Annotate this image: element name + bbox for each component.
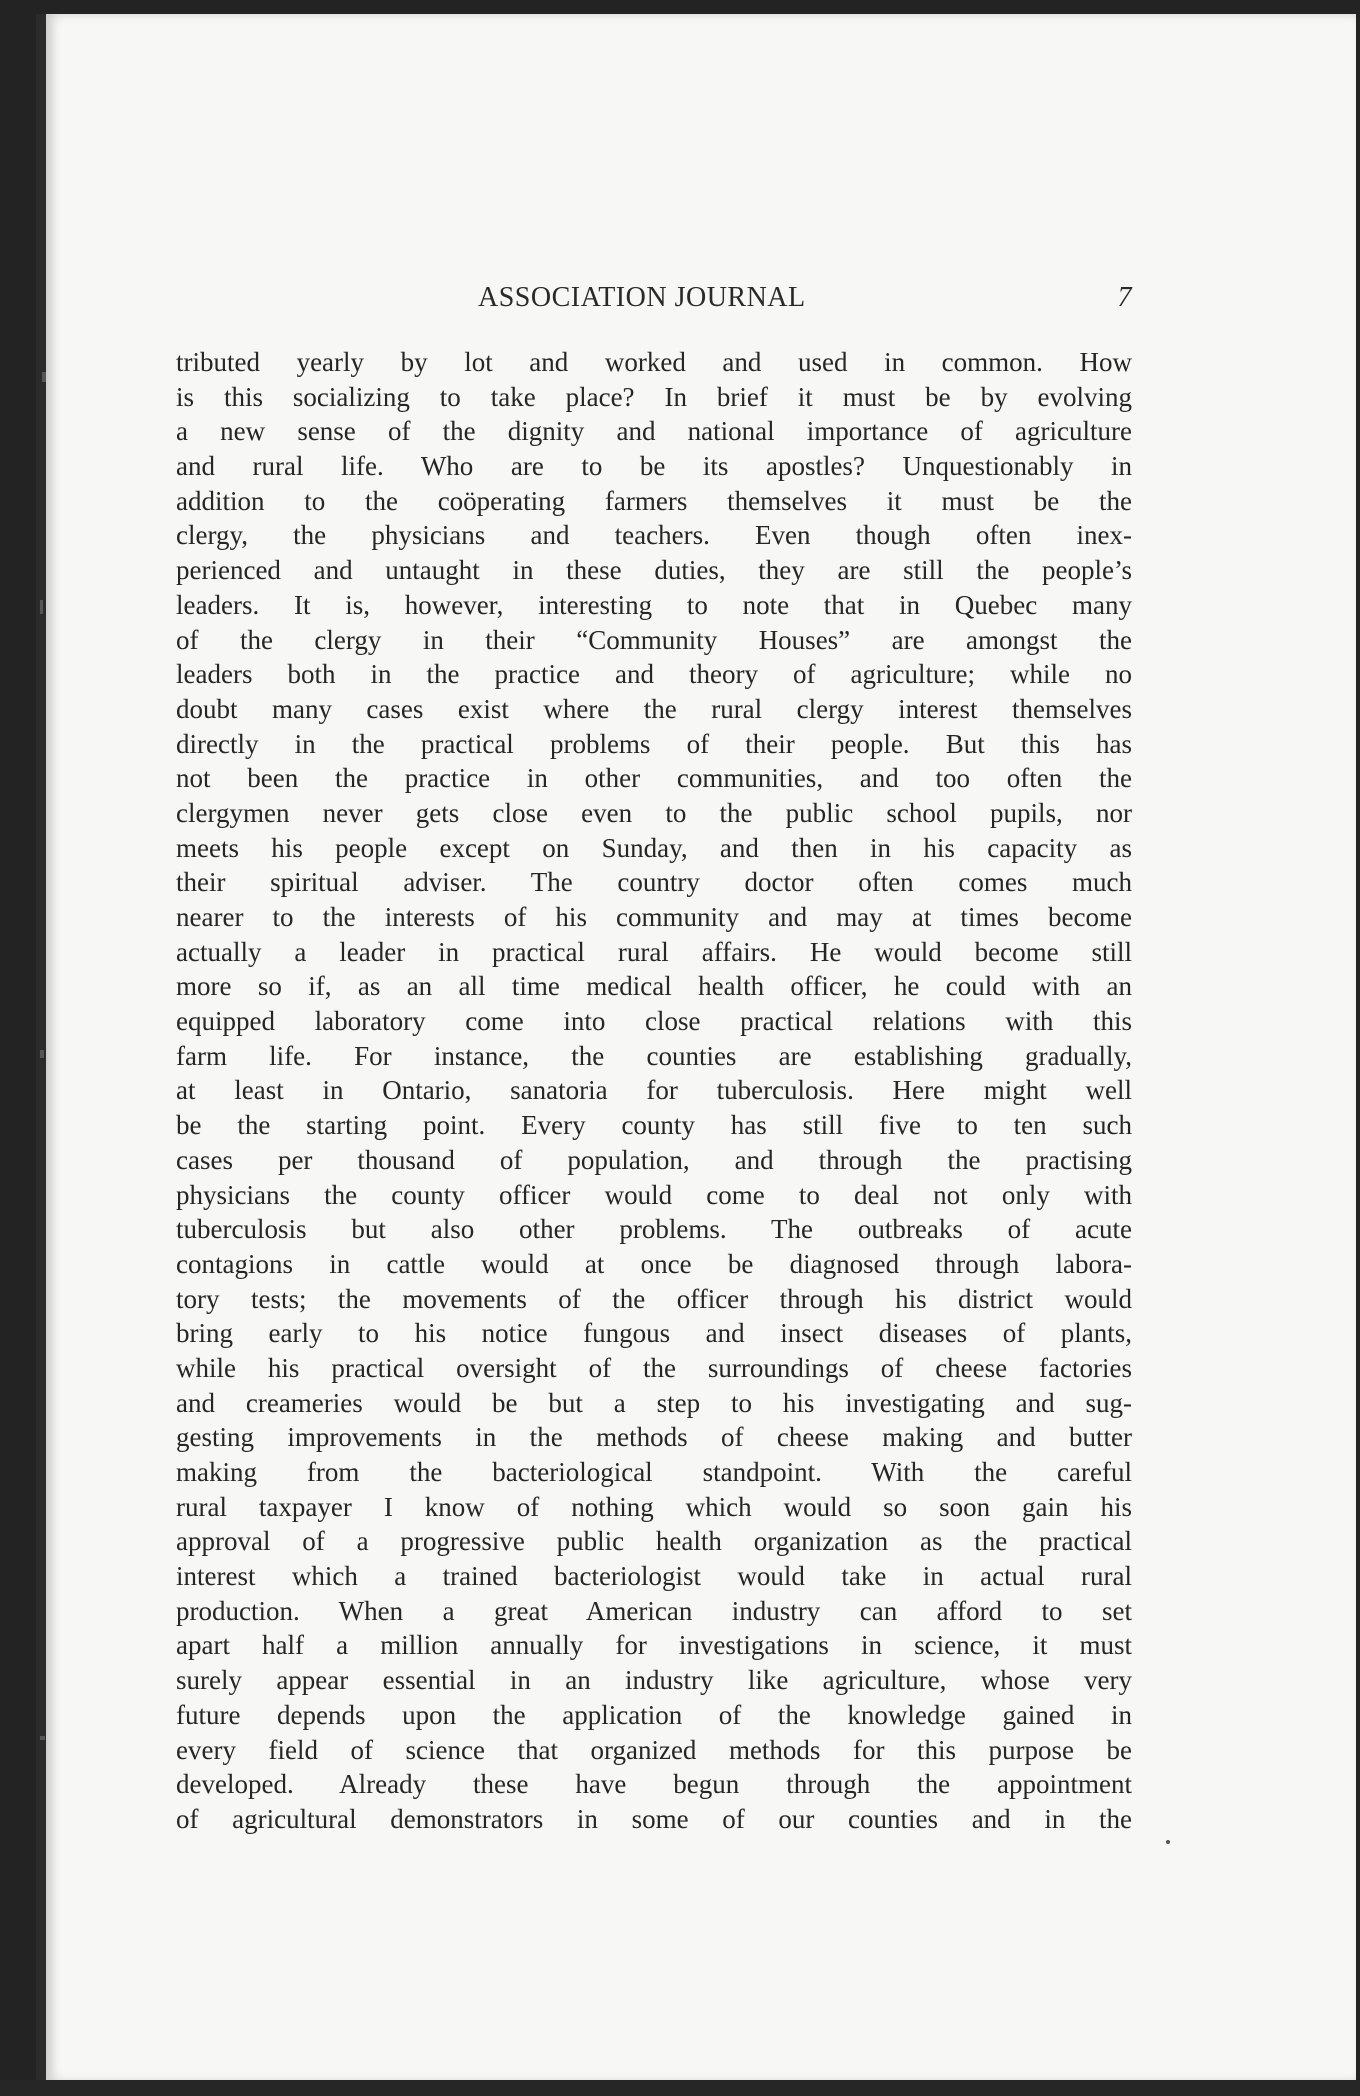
scan-bottom-edge	[0, 2080, 1360, 2096]
text-line: surely appear essential in an industry like agriculture, whose very	[176, 1665, 1132, 1696]
text-line: contagions in cattle would at once be diagnosed through labora-	[176, 1248, 1132, 1279]
text-line: at least in Ontario, sanatoria for tuberculosis. Here might well	[176, 1075, 1132, 1106]
text-line: of agricultural demonstrators in some of our counties and in the	[176, 1803, 1132, 1834]
text-line: equipped laboratory come into close practical relations with this	[176, 1006, 1132, 1037]
margin-mark	[40, 1736, 45, 1740]
text-line: interest which a trained bacteriologist would take in actual rural	[176, 1561, 1132, 1592]
margin-mark	[1166, 1840, 1170, 1844]
margin-mark	[40, 1050, 44, 1058]
margin-mark	[42, 372, 46, 382]
text-line: perienced and untaught in these duties, they are still the people’s	[176, 555, 1132, 586]
text-line: tory tests; the movements of the officer through his district would	[176, 1283, 1132, 1314]
text-line: physicians the county officer would come to deal not only with	[176, 1179, 1132, 1210]
text-line: while his practical oversight of the surroundings of cheese factories	[176, 1352, 1132, 1383]
page-number: 7	[1117, 282, 1132, 313]
text-line: actually a leader in practical rural affairs. He would become still	[176, 936, 1132, 967]
text-line: their spiritual adviser. The country doctor often comes much	[176, 867, 1132, 898]
text-line: gesting improvements in the methods of cheese making and butter	[176, 1422, 1132, 1453]
text-line: bring early to his notice fungous and insect diseases of plants,	[176, 1318, 1132, 1349]
text-line: not been the practice in other communities, and too often the	[176, 763, 1132, 794]
text-line: approval of a progressive public health organization as the practical	[176, 1526, 1132, 1557]
margin-mark	[40, 600, 43, 614]
text-line: clergy, the physicians and teachers. Even though often inex-	[176, 520, 1132, 551]
text-line: of the clergy in their “Community Houses” are amongst the	[176, 624, 1132, 655]
text-line: directly in the practical problems of their people. But this has	[176, 728, 1132, 759]
text-line: a new sense of the dignity and national importance of agriculture	[176, 416, 1132, 447]
text-line: be the starting point. Every county has still five to ten such	[176, 1110, 1132, 1141]
text-line: doubt many cases exist where the rural clergy interest themselves	[176, 693, 1132, 724]
text-line: developed. Already these have begun through the appointment	[176, 1769, 1132, 1800]
text-line: and creameries would be but a step to his investigating and sug-	[176, 1387, 1132, 1418]
text-line: is this socializing to take place? In brief it must be by evolving	[176, 381, 1132, 412]
text-line: meets his people except on Sunday, and then in his capacity as	[176, 832, 1132, 863]
running-title: ASSOCIATION JOURNAL	[478, 282, 806, 313]
text-line: making from the bacteriological standpoint. With the careful	[176, 1457, 1132, 1487]
text-line: and rural life. Who are to be its apostles? Unquestionably in	[176, 451, 1132, 482]
text-line: rural taxpayer I know of nothing which would so soon gain his	[176, 1491, 1132, 1522]
text-line: production. When a great American industry can afford to set	[176, 1595, 1132, 1626]
text-line: farm life. For instance, the counties are establishing gradually,	[176, 1040, 1132, 1071]
text-line: apart half a million annually for investigations in science, it must	[176, 1630, 1132, 1661]
text-line: tributed yearly by lot and worked and used in common. How	[176, 347, 1132, 377]
text-line: leaders. It is, however, interesting to note that in Quebec many	[176, 589, 1132, 620]
text-line: addition to the coöperating farmers themselves it must be the	[176, 485, 1132, 516]
text-line: nearer to the interests of his community and may at times become	[176, 902, 1132, 932]
running-head	[176, 282, 1132, 322]
text-line: future depends upon the application of the knowledge gained in	[176, 1699, 1132, 1730]
text-line: clergymen never gets close even to the public school pupils, nor	[176, 797, 1132, 828]
text-line: leaders both in the practice and theory of agriculture; while no	[176, 659, 1132, 690]
text-line: more so if, as an all time medical health officer, he could with an	[176, 971, 1132, 1002]
text-line: every field of science that organized methods for this purpose be	[176, 1734, 1132, 1765]
text-line: cases per thousand of population, and through the practising	[176, 1144, 1132, 1175]
body-paragraph	[176, 345, 1132, 1837]
text-line: tuberculosis but also other problems. The outbreaks of acute	[176, 1214, 1132, 1245]
